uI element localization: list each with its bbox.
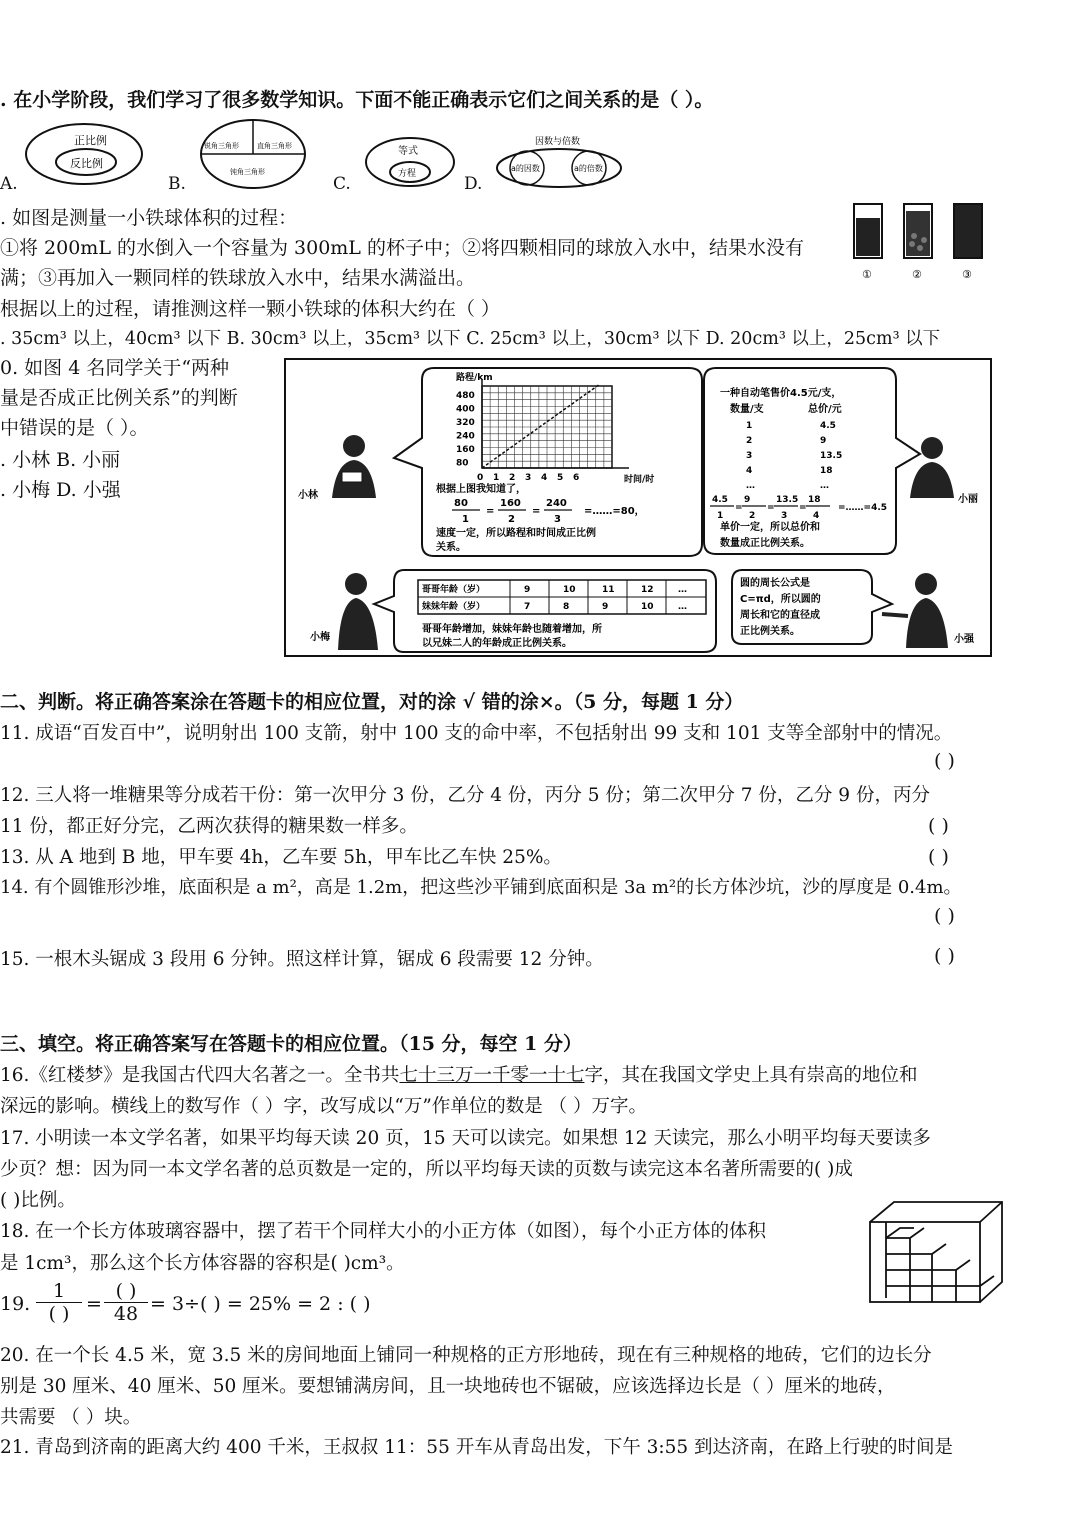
pen-row-qty: 4 bbox=[746, 466, 753, 476]
graph-note-1: 根据上图我知道了， bbox=[436, 484, 526, 495]
pen-row-total: 4.5 bbox=[820, 421, 836, 431]
diagram-c-inner-label: 方程 bbox=[398, 169, 417, 179]
q18-line-2: 是 1cm³，那么这个长方体容器的容积是( )cm³。 bbox=[0, 1253, 405, 1274]
graph-frac-den: 2 bbox=[508, 514, 515, 525]
circle-note-4: 正比例关系。 bbox=[740, 626, 800, 637]
diagram-c bbox=[366, 138, 454, 186]
q19-tail: = 3÷( ) = 25% = 2 : ( ) bbox=[150, 1293, 371, 1315]
graph-ytick: 320 bbox=[456, 418, 475, 428]
diagram-a-inner-label: 反比例 bbox=[70, 157, 103, 170]
q10-options-cd: . 小梅 D. 小强 bbox=[0, 479, 121, 501]
graph-xtick: 1 bbox=[493, 473, 500, 483]
age-cell: 哥哥年龄（岁） bbox=[422, 585, 486, 595]
q10-line-1: 0. 如图 4 名同学关于“两种 bbox=[0, 357, 230, 379]
circle-note-1: 圆的周长公式是 bbox=[740, 578, 810, 589]
q17-line-1: 17. 小明读一本文学名著，如果平均每天读 20 页，15 天可以读完。如果想 12 天读完，那么小明平均每天要读多 bbox=[0, 1128, 931, 1149]
cup-1-label: ① bbox=[862, 268, 872, 281]
age-cell: … bbox=[678, 585, 687, 595]
diagram-a-outer-label: 正比例 bbox=[74, 134, 107, 147]
q10-line-2: 量是否成正比例关系”的判断 bbox=[0, 387, 238, 409]
graph-xtick: 4 bbox=[541, 473, 548, 483]
q8-stem: . 在小学阶段，我们学习了很多数学知识。下面不能正确表示它们之间关系的是（ ）。 bbox=[0, 89, 714, 111]
age-cell: 7 bbox=[524, 602, 531, 612]
age-cell: 8 bbox=[563, 602, 570, 612]
pen-frac-den: 3 bbox=[781, 511, 788, 521]
q19-f1-num: 1 bbox=[52, 1280, 66, 1302]
graph-xtick: 0 bbox=[477, 473, 484, 483]
q19-fraction-2 bbox=[104, 1280, 148, 1325]
graph-frac-eq: = bbox=[532, 506, 541, 517]
q13-answer-paren[interactable]: ( ) bbox=[928, 846, 949, 868]
q9-line-1: . 如图是测量一小铁球体积的过程： bbox=[0, 207, 298, 229]
diagram-d-right-label: a的倍数 bbox=[574, 164, 603, 173]
circle-note-2: C=πd，所以圆的 bbox=[740, 594, 821, 605]
pen-note-1: 单价一定，所以总价和 bbox=[720, 522, 820, 533]
q14-answer-paren[interactable]: ( ) bbox=[934, 905, 955, 927]
q8-option-c: C. bbox=[333, 174, 351, 194]
pen-note-2: 数量成正比例关系。 bbox=[720, 538, 810, 549]
graph-xtick: 6 bbox=[573, 473, 580, 483]
graph-frac-num: 240 bbox=[546, 498, 567, 509]
section-2-title: 二、判断。将正确答案涂在答题卡的相应位置，对的涂 √ 错的涂×。（5 分，每题 1 分） bbox=[0, 691, 744, 713]
cup-2-label: ② bbox=[912, 268, 922, 281]
pen-frac-eq: = bbox=[767, 503, 775, 513]
pen-head-total: 总价/元 bbox=[808, 404, 842, 415]
pen-row-qty: … bbox=[746, 481, 755, 491]
diagram-b bbox=[201, 120, 305, 188]
pen-row-total: 9 bbox=[820, 436, 827, 446]
q9-line-2: ①将 200mL 的水倒入一个容量为 300mL 的杯子中；②将四颗相同的球放入水中，结果水没有 bbox=[0, 237, 804, 259]
q9-line-4: 根据以上的过程，请推测这样一颗小铁球的体积大约在（ ） bbox=[0, 298, 501, 320]
q9-options: . 35cm³ 以上，40cm³ 以下 B. 30cm³ 以上，35cm³ 以下 C. 25cm³ 以上，30cm³ 以下 D. 20cm³ 以上，25cm³ 以下 bbox=[0, 329, 941, 349]
q16-post: 字，其在我国文学史上具有崇高的地位和 bbox=[584, 1065, 918, 1086]
q18-line-1: 18. 在一个长方体玻璃容器中，摆了若干个同样大小的小正方体（如图），每个小正方体的体积 bbox=[0, 1221, 767, 1242]
pen-frac-num: 9 bbox=[744, 495, 751, 505]
person-xiaomei-label: 小梅 bbox=[310, 632, 330, 643]
cup-3-label: ③ bbox=[962, 268, 972, 281]
q14: 14. 有个圆锥形沙堆，底面积是 a m²，高是 1.2m，把这些沙平铺到底面积是 3a m²的长方体沙坑，沙的厚度是 0.4m。 bbox=[0, 877, 962, 898]
graph-xtick: 5 bbox=[557, 473, 564, 483]
age-note-2: 以兄妹二人的年龄成正比例关系。 bbox=[422, 638, 572, 649]
diagram-b-bottom-label: 钝角三角形 bbox=[230, 168, 265, 176]
pen-row-qty: 2 bbox=[746, 436, 753, 446]
age-cell: 11 bbox=[602, 585, 615, 595]
graph-ytick: 160 bbox=[456, 445, 475, 455]
pen-frac-eq: = bbox=[799, 503, 807, 513]
q19-f2-den: 48 bbox=[113, 1303, 139, 1325]
pen-row-qty: 3 bbox=[746, 451, 753, 461]
diagram-a bbox=[26, 124, 142, 184]
q20-line-1: 20. 在一个长 4.5 米，宽 3.5 米的房间地面上铺同一种规格的正方形地砖，现在有三种规格的地砖，它们的边长分 bbox=[0, 1345, 932, 1366]
q12-line-1: 12. 三人将一堆糖果等分成若干份：第一次甲分 3 份，乙分 4 份，丙分 5 份；第二次甲分 7 份，乙分 9 份，丙分 bbox=[0, 785, 930, 806]
pen-title: 一种自动笔售价4.5元/支， bbox=[720, 388, 842, 399]
graph-ytick: 400 bbox=[456, 404, 475, 415]
q20-line-3: 共需要 （ ）块。 bbox=[0, 1407, 142, 1428]
diagram-c-outer-label: 等式 bbox=[398, 146, 418, 157]
graph-frac-eq: = bbox=[486, 506, 495, 517]
age-cell: 12 bbox=[641, 585, 654, 595]
age-cell: 10 bbox=[563, 585, 576, 595]
cup-3 bbox=[954, 204, 982, 258]
q12-line-2: 11 份，都正好分完，乙两次获得的糖果数一样多。 bbox=[0, 816, 418, 837]
graph-frac-num: 160 bbox=[500, 498, 521, 509]
graph-xtick: 2 bbox=[509, 473, 516, 483]
diagram-b-right-label: 直角三角形 bbox=[257, 142, 292, 150]
person-xiaoli-label: 小丽 bbox=[958, 494, 978, 505]
graph-fractions-tail: =……=80， bbox=[584, 506, 645, 517]
q12-answer-paren[interactable]: ( ) bbox=[928, 815, 949, 837]
pen-head-qty: 数量/支 bbox=[730, 404, 764, 415]
q18-container-figure bbox=[866, 1198, 1008, 1306]
q16-line-1 bbox=[0, 1064, 917, 1088]
cup-1 bbox=[854, 204, 882, 258]
graph-frac-den: 1 bbox=[462, 514, 469, 525]
age-note-1: 哥哥年龄增加，妹妹年龄也随着增加，所 bbox=[422, 624, 602, 635]
age-cell: 9 bbox=[602, 602, 609, 612]
circle-note-3: 周长和它的直径成 bbox=[740, 610, 820, 621]
q11-answer-paren[interactable]: ( ) bbox=[934, 750, 955, 772]
q10-line-3: 中错误的是（ ）。 bbox=[0, 417, 149, 439]
pen-frac-eq: = bbox=[735, 503, 743, 513]
q8-option-d: D. bbox=[464, 174, 483, 194]
graph-frac-den: 3 bbox=[554, 514, 561, 525]
graph-ytick: 240 bbox=[456, 431, 475, 442]
graph-note-3: 关系。 bbox=[436, 542, 466, 553]
q19-f2-num[interactable]: ( ) bbox=[115, 1280, 137, 1302]
diagram-b-left-label: 锐角三角形 bbox=[204, 142, 239, 150]
age-cell: 妹妹年龄（岁） bbox=[422, 602, 486, 612]
pen-frac-num: 13.5 bbox=[776, 495, 799, 505]
graph-note-2: 速度一定，所以路程和时间成正比例 bbox=[436, 528, 596, 539]
q19-f1-den[interactable]: ( ) bbox=[48, 1303, 70, 1325]
graph-frac-num: 80 bbox=[454, 498, 468, 509]
pen-frac-num: 18 bbox=[808, 495, 821, 505]
q8-option-a: A. bbox=[0, 174, 18, 194]
cup-2 bbox=[904, 204, 932, 258]
person-xiaoqiang-label: 小强 bbox=[954, 634, 974, 645]
age-cell: 9 bbox=[524, 585, 531, 595]
pen-row-total: 13.5 bbox=[820, 451, 843, 461]
age-cell: … bbox=[678, 602, 687, 612]
q19-fraction-1 bbox=[36, 1280, 82, 1325]
diagram-d-left-label: a的因数 bbox=[511, 164, 540, 173]
q11: 11. 成语“百发百中”，说明射出 100 支箭，射中 100 支的命中率，不包括射出 99 支和 101 支等全部射中的情况。 bbox=[0, 723, 953, 744]
q19-eq: = bbox=[86, 1293, 102, 1315]
pen-row-total: … bbox=[820, 481, 829, 491]
person-xiaolin-label: 小林 bbox=[298, 490, 318, 501]
q17-line-2: 少页？想：因为同一本文学名著的总页数是一定的，所以平均每天读的页数与读完这本名著所需要的( )成 bbox=[0, 1159, 853, 1180]
q15: 15. 一根木头锯成 3 段用 6 分钟。照这样计算，锯成 6 段需要 12 分钟。 bbox=[0, 949, 604, 970]
q8-diagrams bbox=[0, 118, 640, 198]
q9-cups-figure bbox=[848, 198, 988, 284]
q19-label: 19. bbox=[0, 1293, 31, 1315]
pen-frac-den: 4 bbox=[813, 511, 820, 521]
q10-options-ab: . 小林 B. 小丽 bbox=[0, 449, 121, 471]
pen-row-total: 18 bbox=[820, 466, 833, 476]
pen-row-qty: 1 bbox=[746, 421, 753, 431]
section-3-title: 三、填空。将正确答案写在答题卡的相应位置。（15 分，每空 1 分） bbox=[0, 1033, 583, 1055]
pen-frac-den: 2 bbox=[749, 511, 756, 521]
graph-xlabel: 时间/时 bbox=[624, 475, 655, 485]
q16-line-2: 深远的影响。横线上的数写作（ ）字，改写成以“万”作单位的数是 （ ）万字。 bbox=[0, 1096, 648, 1117]
q9-line-3: 满；③再加入一颗同样的铁球放入水中，结果水满溢出。 bbox=[0, 267, 476, 289]
age-cell: 10 bbox=[641, 602, 654, 612]
graph-xtick: 3 bbox=[525, 473, 532, 483]
graph-ytick: 80 bbox=[456, 458, 469, 469]
q20-line-2: 别是 30 厘米、40 厘米、50 厘米。要想铺满房间，且一块地砖也不锯破，应该选择边长是（ ）厘米的地砖， bbox=[0, 1376, 896, 1397]
graph-ytick: 480 bbox=[456, 391, 475, 401]
q16-underlined-number: 七十三万一千零一十七 bbox=[399, 1065, 585, 1086]
diagram-d bbox=[497, 135, 621, 187]
q21: 21. 青岛到济南的距离大约 400 千米，王叔叔 11：55 开车从青岛出发，下午 3:55 到达济南，在路上行驶的时间是 bbox=[0, 1437, 954, 1458]
q13: 13. 从 A 地到 B 地，甲车要 4h，乙车要 5h，甲车比乙车快 25%。 bbox=[0, 847, 562, 868]
q17-line-3: ( )比例。 bbox=[0, 1190, 76, 1211]
graph-ylabel: 路程/km bbox=[456, 373, 493, 383]
diagram-d-title: 因数与倍数 bbox=[535, 137, 581, 147]
q16-pre: 16.《红楼梦》是我国古代四大名著之一。全书共 bbox=[0, 1065, 400, 1086]
q8-option-b: B. bbox=[168, 174, 186, 194]
pen-frac-num: 4.5 bbox=[712, 495, 728, 505]
q15-answer-paren[interactable]: ( ) bbox=[934, 945, 955, 967]
pen-fractions-tail: =……=4.5 bbox=[838, 503, 888, 513]
pen-frac-den: 1 bbox=[717, 511, 724, 521]
q10-figure bbox=[284, 358, 992, 658]
